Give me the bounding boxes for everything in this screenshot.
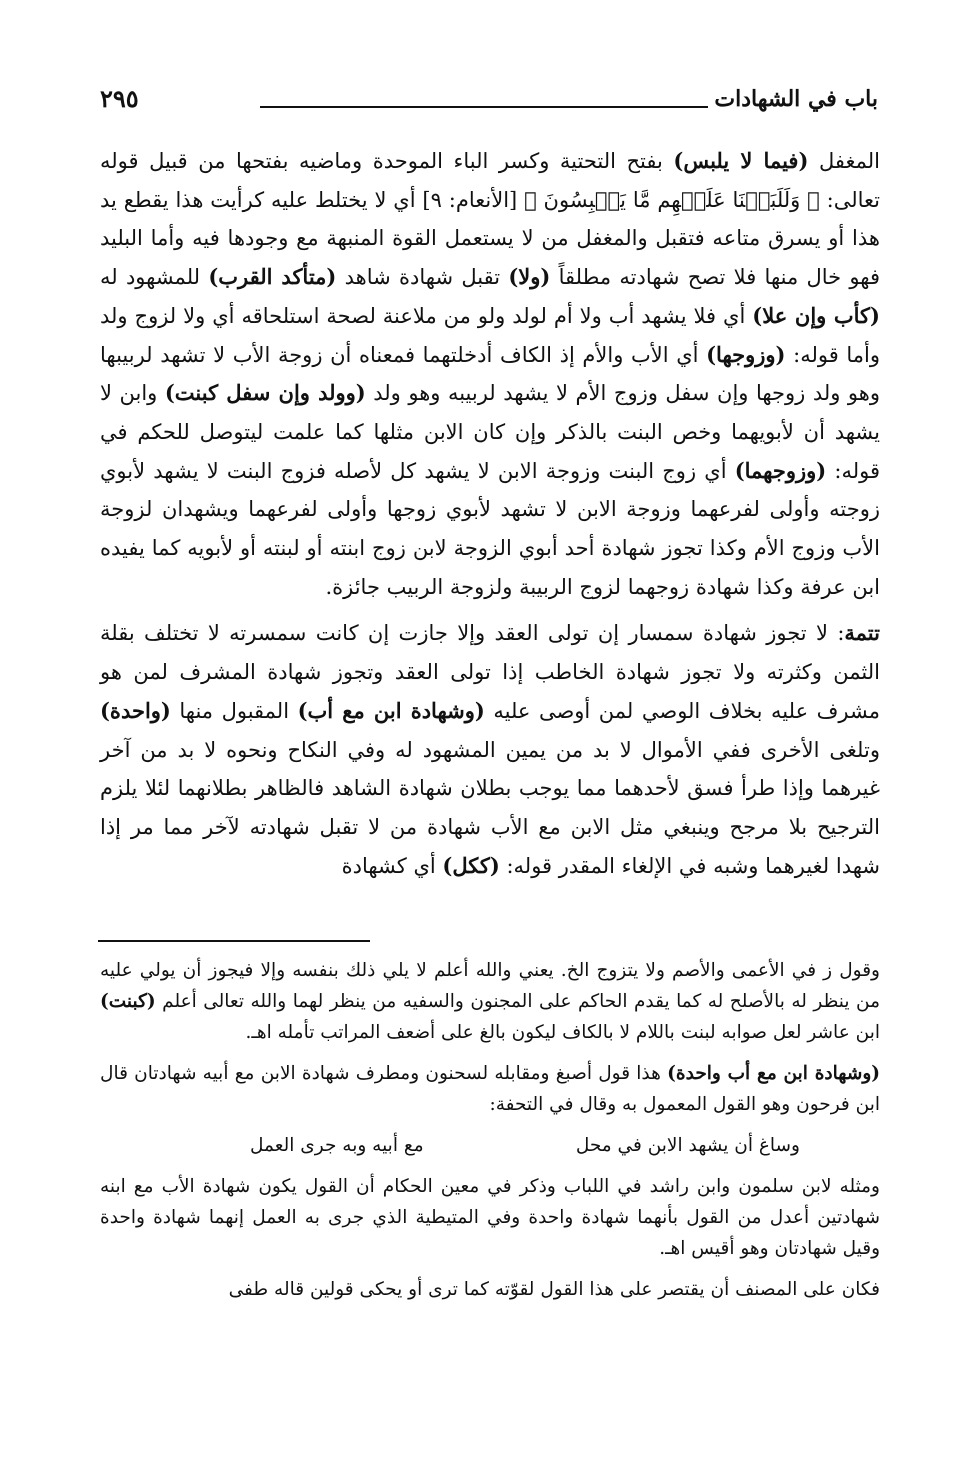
text-run: أي فلا يشهد أب ولا أم لولد ولو من ملاعنة لصحة استلحاقه أي ولا لزوج ولد وأما قوله:: [100, 303, 880, 367]
verse-second-hemistich: مع أبيه وبه جرى العمل: [250, 1135, 424, 1156]
text-run: تقبل شهادة شاهد: [336, 265, 509, 290]
bold-term: (واحدة): [100, 697, 171, 723]
footnote-paragraph-2: [100, 1058, 880, 1120]
text-run: ابن عاشر لعل صوابه لبنت باللام لا بالكاف ليكون بالغ على أضعف المراتب تأمله اهـ.: [245, 1022, 880, 1043]
footnote-paragraph-3: [100, 1171, 880, 1264]
bold-term: (وشهادة ابن مع أب): [297, 697, 485, 723]
footnote-paragraph-1: [100, 955, 880, 1048]
text-run: فكان على المصنف أن يقتصر على هذا القول لقوّته كما ترى أو يحكى قولين قاله طفى: [228, 1279, 880, 1300]
bold-term: (فيما لا يلبس): [673, 148, 809, 173]
poem-verse: [100, 1130, 880, 1161]
text-run: وقول ز في الأعمى والأصم ولا يتزوج الخ. يعني والله أعلم لا يلي ذلك بنفسه وإلا فيجوز أن يولي عليه من ينظر له بالأصلح له كما يقدم الحاكم على المجنون والسفيه من ينظر لهما والله تعالى أعلم: [100, 960, 880, 1012]
text-run: للمشهود له: [100, 265, 209, 290]
main-paragraph-2: [100, 614, 880, 885]
bold-term: (وشهادة ابن مع أب واحدة): [667, 1063, 881, 1084]
footnote-separator: [98, 940, 370, 942]
bold-term: (كبنت): [100, 991, 156, 1012]
text-run: أي الأب والأم إذ الكاف أدخلتهما فمعناه أن زوجة الأب لا تشهد لربيبها وهو ولد زوجها وإن سفل وزوج الأم لا يشهد لربيبه وهو ولد: [100, 342, 881, 406]
bold-term: (ولا): [508, 264, 551, 290]
text-run: هذا قول أصبغ ومقابله لسحنون ومطرف شهادة الابن مع أبيه شهادتان قال ابن فرحون وهو القول المعمول به وقال في التحفة:: [100, 1063, 880, 1115]
bold-term: (متأكد القرب): [208, 264, 337, 290]
page-header: [100, 84, 878, 120]
bold-term: (وزوجهما): [734, 457, 827, 483]
header-rule: [260, 106, 708, 108]
text-run: : لا تجوز شهادة سمسار إن تولى العقد وإلا جازت إن كانت سمسرته لا تختلف بقلة الثمن وكثرته ولا تجوز شهادة الخاطب إذا تولى العقد وتجوز شهادة المشرف لمن هو مشرف عليه بخلاف الوصي لمن أوصى عليه: [100, 621, 880, 723]
page-number: ٢٩٥: [100, 84, 139, 113]
chapter-title: باب في الشهادات: [714, 86, 878, 112]
bold-term: تتمة: [844, 620, 880, 646]
text-run: ومثله لابن سلمون وابن راشد في اللباب وذكر في معين الحكام أن القول يكون شهادة الأب مع ابنه شهادتين أعدل من القول بأنهما شهادة واحدة وفي المتيطية الذي جرى به العمل إنهما شهادة واحدة وقيل شهادتان وهو أقيس اهـ.: [100, 1176, 880, 1259]
text-run: المغفل: [808, 149, 880, 173]
bold-term: (ككل): [442, 852, 500, 878]
text-run: وابن لا يشهد أن لأبويهما وخص البنت بالذكر وإن كان الابن مثلها كما علمت ليتوصل للحكم في قوله:: [100, 381, 880, 483]
text-run: المقبول منها: [170, 698, 298, 723]
text-run: أي زوج البنت وزوجة الابن لا يشهد كل لأصله فزوج البنت لا يشهد لأبوي زوجته وأولى لفرعهما وزوجة الابن لا تشهد لأبوي زوجها وأولى لفرعهما ويشهدان لزوجة الأب وزوج الأم وكذا تجوز شهادة أحد أبوي الزوجة لابن زوج ابنته أو لبنته أو لأبويه كما يفيده ابن عرفة وكذا شهادة زوجهما لزوج الربيبة ولزوجة الربيب جائزة.: [100, 458, 880, 599]
footnote-paragraph-4: [100, 1274, 880, 1305]
bold-term: (وزوجها): [706, 341, 786, 367]
footnotes: [100, 955, 880, 1315]
main-paragraph-1: [100, 142, 880, 606]
bold-term: (كأب وإن علا): [752, 302, 880, 328]
text-run: أي كشهادة: [341, 853, 443, 878]
text-run: وتلغى الأخرى ففي الأموال لا بد من يمين المشهود له وفي النكاح ونحوه لا بد من آخر غيرهما وإذا طرأ فسق لأحدهما مما يوجب بطلان شهادة الشاهد فالظاهر بطلانهما لئلا يلزم الترجيح بلا مرجح وينبغي مثل الابن مع الأب شهادة من لا تقبل شهادته لآخر مما مر إذا شهدا لغيرهما وشبه في الإلغاء المقدر قوله:: [100, 737, 880, 878]
bold-term: (وولد وإن سفل كبنت): [164, 380, 366, 406]
main-text: [100, 142, 880, 893]
verse-first-hemistich: وساغ أن يشهد الابن في محل: [575, 1135, 800, 1156]
text-run: بفتح التحتية وكسر الباء الموحدة وماضيه بفتحها من قبيل قوله تعالى: ﴿ وَلَلَبَسۡنَا عَلَيۡهِم مَّا يَلۡبِسُونَ ﴾ [الأنعام: ٩] أي لا يختلط عليه كرأيت هذا يقطع يد هذا أو يسرق متاعه فتقبل والمغفل من لا يستعمل القوة المنبهة مع وجودها فيه وأما البليد فهو خال منها فلا تصح شهادته مطلقاً: [100, 149, 880, 290]
